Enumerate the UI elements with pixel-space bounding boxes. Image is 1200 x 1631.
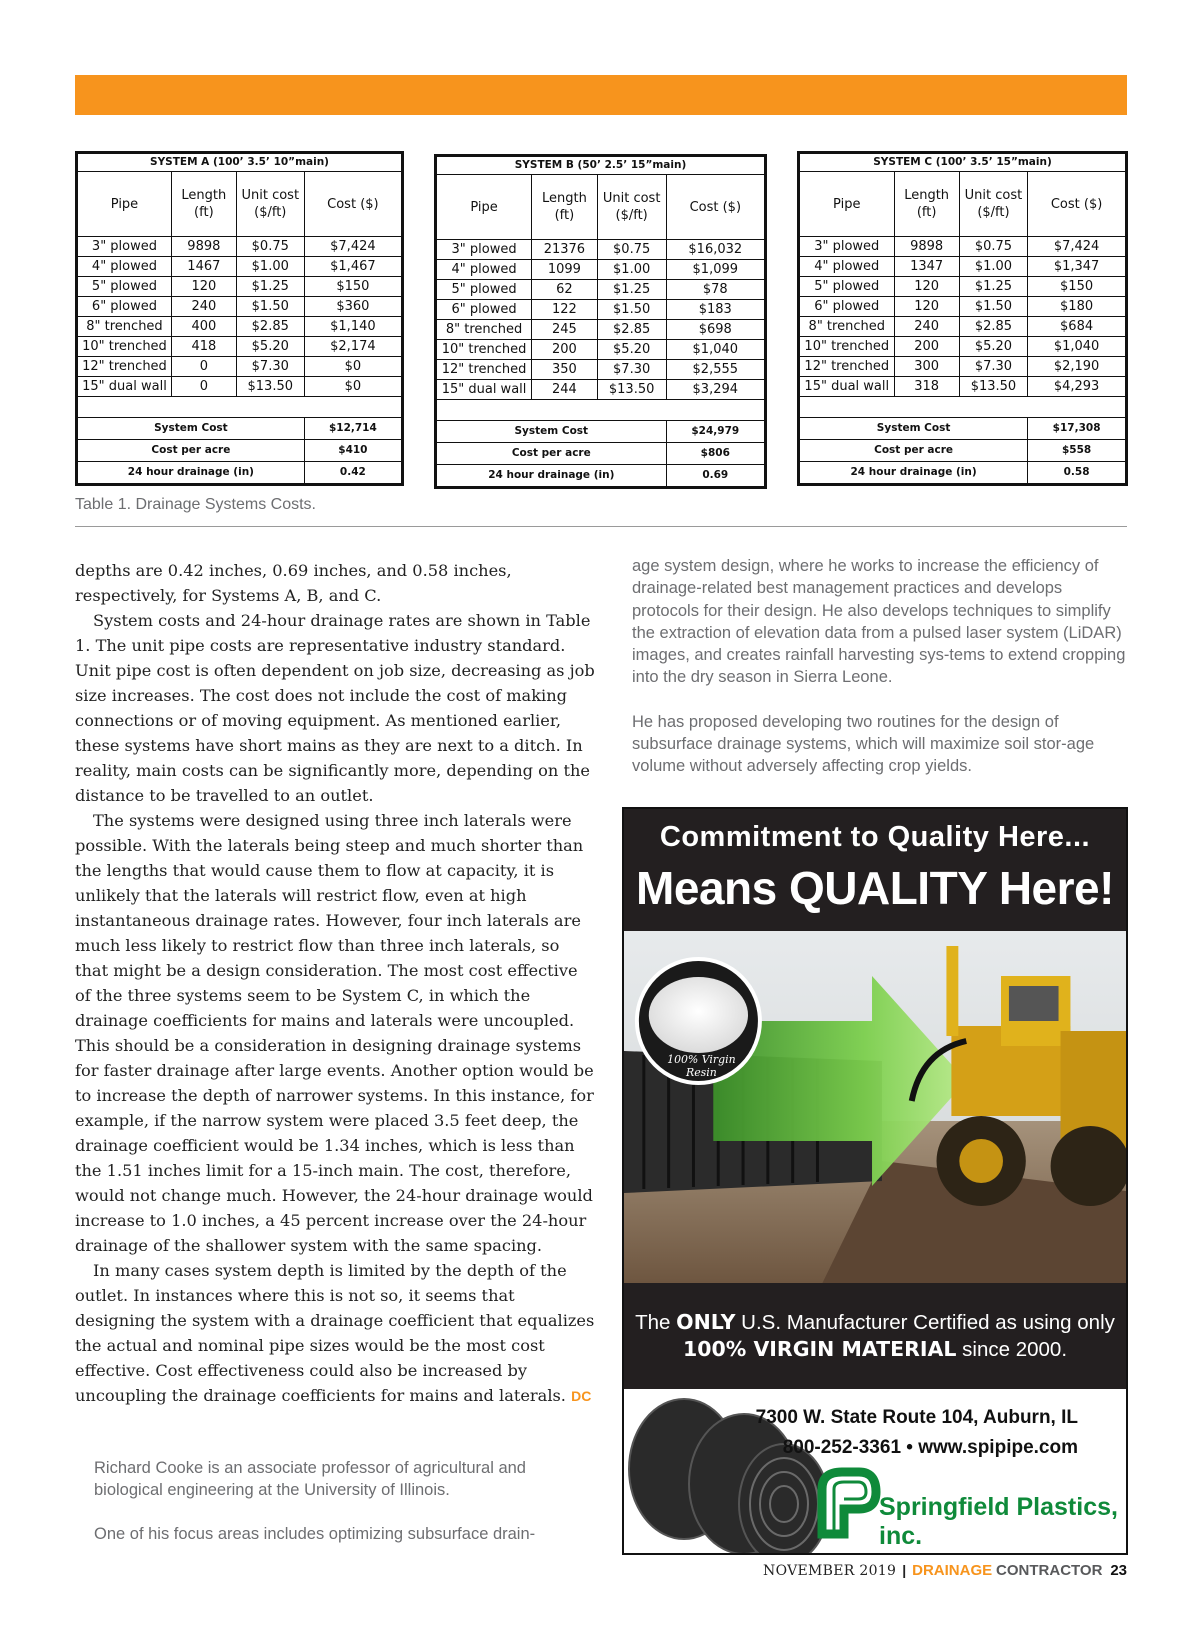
cell-unit: $7.30 xyxy=(236,357,304,377)
cell-unit: $13.50 xyxy=(959,377,1027,397)
table-row xyxy=(437,320,765,340)
cost-table xyxy=(77,153,402,484)
cell-cost: $1,347 xyxy=(1028,257,1126,277)
ad-tagline xyxy=(624,1309,1126,1363)
table-spacer-row xyxy=(78,397,402,418)
cell-length: 200 xyxy=(532,340,598,360)
table-row xyxy=(800,357,1126,377)
cell-length: 120 xyxy=(894,277,959,297)
cell-unit: $1.25 xyxy=(236,277,304,297)
summary-label: Cost per acre xyxy=(437,443,667,465)
table-row xyxy=(78,277,402,297)
summary-row xyxy=(437,465,765,487)
cell-pipe: 10" trenched xyxy=(78,337,172,357)
section-divider xyxy=(75,526,1127,527)
cell-length: 0 xyxy=(171,377,236,397)
article-right-column xyxy=(632,555,1127,800)
col-header-cost: Cost ($) xyxy=(666,175,764,240)
article-paragraph: The systems were designed using three inch laterals were possible. With the laterals being steep and much shorter than the lengths that would cause them to flow at capacity, it is unlikely that the laterals will restrict flow, even at high instantaneous drainage rates. However, four inch laterals are much less likely to restrict flow than three inch laterals, so that might be a design consideration. The most cost effective of the three systems seem to be System C, in which the drainage coefficients for mains and laterals were uncoupled. This should be a consideration in designing drainage systems for faster drainage after large events. Another option would be to increase the depth of narrower systems. In this instance, for example, if the narrow system were placed 3.5 feet deep, the drainage coefficient would be 1.34 inches, which is less than the 1.51 inches limit for a 15-inch main. The cost, therefore, would not change much. However, the 24-hour drainage would increase to 1.0 inches, a 45 percent increase over the 24-hour drainage of the shallower system with the same spacing. xyxy=(75,811,594,1255)
summary-row xyxy=(800,440,1126,462)
cell-length: 62 xyxy=(532,280,598,300)
cell-pipe: 15" dual wall xyxy=(437,380,532,400)
cost-table xyxy=(799,153,1126,484)
cell-cost: $3,294 xyxy=(666,380,764,400)
cell-length: 0 xyxy=(171,357,236,377)
cell-pipe: 8" trenched xyxy=(800,317,895,337)
cell-pipe: 12" trenched xyxy=(78,357,172,377)
summary-label: 24 hour drainage (in) xyxy=(800,462,1028,484)
summary-label: System Cost xyxy=(78,418,305,440)
spacer-cell xyxy=(437,400,765,421)
cell-length: 245 xyxy=(532,320,598,340)
cell-length: 122 xyxy=(532,300,598,320)
table-spacer-row xyxy=(800,397,1126,418)
end-mark: DC xyxy=(571,1388,592,1404)
table-spacer-row xyxy=(437,400,765,421)
cell-unit: $13.50 xyxy=(597,380,666,400)
tag-virgin: 100% VIRGIN MATERIAL xyxy=(682,1337,957,1361)
summary-label: System Cost xyxy=(800,418,1028,440)
table-row xyxy=(437,260,765,280)
col-header-length: Length (ft) xyxy=(532,175,598,240)
cell-pipe: 6" plowed xyxy=(437,300,532,320)
cell-cost: $360 xyxy=(304,297,401,317)
summary-value: $558 xyxy=(1028,440,1126,462)
tag-post: since 2000. xyxy=(956,1338,1068,1361)
summary-row xyxy=(800,462,1126,484)
cell-length: 418 xyxy=(171,337,236,357)
cell-unit: $2.85 xyxy=(236,317,304,337)
cell-unit: $13.50 xyxy=(236,377,304,397)
cell-unit: $2.85 xyxy=(959,317,1027,337)
cell-cost: $16,032 xyxy=(666,240,764,260)
cell-unit: $1.50 xyxy=(236,297,304,317)
table-title-row xyxy=(437,157,765,175)
cell-pipe: 5" plowed xyxy=(800,277,895,297)
summary-label: 24 hour drainage (in) xyxy=(437,465,667,487)
article-paragraph-text: In many cases system depth is limited by the depth of the outlet. In instances where this is not so, it seems that designing the system with a drainage coefficient that equalizes the actual and nominal pipe sizes would be the most cost effective. Cost effectiveness could also be increased by uncoupling the drainage coefficients for mains and laterals. xyxy=(75,1261,595,1405)
cell-length: 350 xyxy=(532,360,598,380)
cell-unit: $1.50 xyxy=(959,297,1027,317)
cell-pipe: 12" trenched xyxy=(800,357,895,377)
table-row xyxy=(800,317,1126,337)
summary-row xyxy=(800,418,1126,440)
col-header-cost: Cost ($) xyxy=(1028,172,1126,237)
spacer-cell xyxy=(78,397,402,418)
cell-pipe: 3" plowed xyxy=(800,237,895,257)
summary-value: 0.58 xyxy=(1028,462,1126,484)
cell-cost: $180 xyxy=(1028,297,1126,317)
cell-pipe: 15" dual wall xyxy=(78,377,172,397)
tag-mid: U.S. Manufacturer Certified as using only xyxy=(735,1311,1115,1334)
cell-cost: $1,040 xyxy=(1028,337,1126,357)
ad-brand-name: Springfield Plastics, inc. xyxy=(879,1493,1118,1550)
cell-pipe: 6" plowed xyxy=(800,297,895,317)
table-row xyxy=(437,340,765,360)
cell-unit: $2.85 xyxy=(597,320,666,340)
table-title-row xyxy=(800,154,1126,172)
cell-pipe: 5" plowed xyxy=(78,277,172,297)
article-paragraph xyxy=(75,1258,595,1409)
ad-contact-panel xyxy=(624,1389,1126,1555)
cell-length: 120 xyxy=(171,277,236,297)
cell-length: 1467 xyxy=(171,257,236,277)
table-row xyxy=(800,277,1126,297)
cell-cost: $2,174 xyxy=(304,337,401,357)
cell-cost: $183 xyxy=(666,300,764,320)
author-bio-continued: One of his focus areas includes optimizing subsurface drain- xyxy=(94,1525,536,1543)
springfield-logo-icon xyxy=(814,1464,884,1539)
table-row xyxy=(800,237,1126,257)
summary-label: Cost per acre xyxy=(78,440,305,462)
summary-label: System Cost xyxy=(437,421,667,443)
ad-headline xyxy=(624,809,1126,929)
tag-pre: The xyxy=(635,1311,677,1334)
cell-unit: $7.30 xyxy=(959,357,1027,377)
cell-pipe: 4" plowed xyxy=(800,257,895,277)
col-header-cost: Cost ($) xyxy=(304,172,401,237)
issue-date: NOVEMBER 2019 xyxy=(763,1563,897,1579)
ad-address-block xyxy=(756,1403,1078,1463)
system-b-table xyxy=(434,154,767,489)
cell-pipe: 4" plowed xyxy=(437,260,532,280)
table-row xyxy=(78,317,402,337)
table-row xyxy=(78,357,402,377)
cell-pipe: 12" trenched xyxy=(437,360,532,380)
col-header-pipe: Pipe xyxy=(78,172,172,237)
col-header-length: Length (ft) xyxy=(894,172,959,237)
cell-length: 240 xyxy=(171,297,236,317)
resin-label-line-1: 100% Virgin xyxy=(667,1052,736,1067)
resin-label-line-2: Resin xyxy=(686,1065,717,1080)
table-row xyxy=(800,297,1126,317)
cell-pipe: 5" plowed xyxy=(437,280,532,300)
cell-unit: $1.25 xyxy=(597,280,666,300)
table-row xyxy=(800,257,1126,277)
ad-headline-line-1: Commitment to Quality Here... xyxy=(659,821,1091,853)
cost-table xyxy=(436,156,765,487)
cell-pipe: 6" plowed xyxy=(78,297,172,317)
cell-unit: $1.25 xyxy=(959,277,1027,297)
springfield-plastics-ad[interactable] xyxy=(622,807,1128,1555)
table-row xyxy=(78,297,402,317)
cell-unit: $1.00 xyxy=(236,257,304,277)
table-row xyxy=(437,240,765,260)
col-header-unit-cost: Unit cost ($/ft) xyxy=(597,175,666,240)
ad-address: 7300 W. State Route 104, Auburn, IL xyxy=(755,1407,1078,1428)
col-header-unit-cost: Unit cost ($/ft) xyxy=(959,172,1027,237)
cell-length: 318 xyxy=(894,377,959,397)
cell-cost: $1,099 xyxy=(666,260,764,280)
cell-unit: $5.20 xyxy=(236,337,304,357)
cell-pipe: 3" plowed xyxy=(437,240,532,260)
table-row xyxy=(437,300,765,320)
cell-cost: $78 xyxy=(666,280,764,300)
summary-value: $806 xyxy=(666,443,764,465)
article-left-column xyxy=(75,558,595,1409)
summary-row xyxy=(437,443,765,465)
ad-contact[interactable]: 800-252-3361 • www.spipipe.com xyxy=(782,1437,1078,1458)
table-title: SYSTEM C (100’ 3.5’ 15”main) xyxy=(800,154,1126,172)
table-row xyxy=(78,237,402,257)
cell-length: 1347 xyxy=(894,257,959,277)
col-header-length: Length (ft) xyxy=(171,172,236,237)
cell-pipe: 8" trenched xyxy=(78,317,172,337)
cell-unit: $5.20 xyxy=(959,337,1027,357)
spacer-cell xyxy=(800,397,1126,418)
system-a-table xyxy=(75,151,404,486)
cell-cost: $0 xyxy=(304,377,401,397)
cell-unit: $0.75 xyxy=(959,237,1027,257)
cell-pipe: 3" plowed xyxy=(78,237,172,257)
table-row xyxy=(78,377,402,397)
author-bio: Richard Cooke is an associate professor of agricultural and biological engineering at the University of Illinois. xyxy=(94,1459,526,1499)
table-header-row xyxy=(800,172,1126,237)
cell-pipe: 4" plowed xyxy=(78,257,172,277)
page-number: 23 xyxy=(1110,1562,1127,1579)
summary-value: $17,308 xyxy=(1028,418,1126,440)
cell-length: 9898 xyxy=(171,237,236,257)
summary-row xyxy=(78,440,402,462)
cell-unit: $1.00 xyxy=(597,260,666,280)
magazine-name-part-1: DRAINAGE xyxy=(912,1562,993,1579)
cell-length: 200 xyxy=(894,337,959,357)
ad-headline-line-2: Means QUALITY Here! xyxy=(636,862,1114,914)
summary-label: 24 hour drainage (in) xyxy=(78,462,305,484)
table-title: SYSTEM B (50’ 2.5’ 15”main) xyxy=(437,157,765,175)
cell-unit: $1.00 xyxy=(959,257,1027,277)
table-title: SYSTEM A (100’ 3.5’ 10”main) xyxy=(78,154,402,172)
cell-length: 9898 xyxy=(894,237,959,257)
trencher-photo xyxy=(624,931,1126,1283)
cell-pipe: 10" trenched xyxy=(800,337,895,357)
cell-pipe: 8" trenched xyxy=(437,320,532,340)
summary-label: Cost per acre xyxy=(800,440,1028,462)
cell-cost: $1,467 xyxy=(304,257,401,277)
article-paragraph: System costs and 24-hour drainage rates are shown in Table 1. The unit pipe costs are representative industry standard. Unit pipe cost is often dependent on job size, decreasing as job size increases. The cost does not include the cost of making connections or of moving equipment. As mentioned earlier, these systems have short mains as they are next to a ditch. In reality, main costs can be significantly more, depending on the distance to be travelled to an outlet. xyxy=(75,611,595,805)
col-header-pipe: Pipe xyxy=(437,175,532,240)
page-footer xyxy=(763,1562,1127,1579)
table-row xyxy=(78,337,402,357)
article-paragraph: depths are 0.42 inches, 0.69 inches, and 0.58 inches, respectively, for Systems A, B, and C. xyxy=(75,561,512,605)
cell-cost: $684 xyxy=(1028,317,1126,337)
cell-cost: $150 xyxy=(1028,277,1126,297)
cell-unit: $0.75 xyxy=(597,240,666,260)
summary-value: $12,714 xyxy=(304,418,401,440)
cell-length: 400 xyxy=(171,317,236,337)
summary-row xyxy=(78,462,402,484)
cell-unit: $5.20 xyxy=(597,340,666,360)
summary-value: 0.42 xyxy=(304,462,401,484)
table-header-row xyxy=(437,175,765,240)
col-header-pipe: Pipe xyxy=(800,172,895,237)
cell-length: 1099 xyxy=(532,260,598,280)
cell-unit: $1.50 xyxy=(597,300,666,320)
cell-cost: $4,293 xyxy=(1028,377,1126,397)
cell-cost: $1,140 xyxy=(304,317,401,337)
table-row xyxy=(437,360,765,380)
cell-cost: $2,555 xyxy=(666,360,764,380)
summary-row xyxy=(437,421,765,443)
table-header-row xyxy=(78,172,402,237)
table-caption: Table 1. Drainage Systems Costs. xyxy=(75,496,316,513)
table-title-row xyxy=(78,154,402,172)
cell-cost: $7,424 xyxy=(1028,237,1126,257)
footer-separator: | xyxy=(902,1562,907,1578)
table-row xyxy=(800,377,1126,397)
system-c-table xyxy=(797,151,1128,486)
cell-cost: $0 xyxy=(304,357,401,377)
cell-cost: $698 xyxy=(666,320,764,340)
col-header-unit-cost: Unit cost ($/ft) xyxy=(236,172,304,237)
summary-row xyxy=(78,418,402,440)
cell-pipe: 15" dual wall xyxy=(800,377,895,397)
summary-value: $410 xyxy=(304,440,401,462)
cell-pipe: 10" trenched xyxy=(437,340,532,360)
table-row xyxy=(800,337,1126,357)
table-row xyxy=(78,257,402,277)
cell-unit: $0.75 xyxy=(236,237,304,257)
table-row xyxy=(437,280,765,300)
cell-length: 244 xyxy=(532,380,598,400)
cell-cost: $7,424 xyxy=(304,237,401,257)
cell-length: 120 xyxy=(894,297,959,317)
cell-length: 240 xyxy=(894,317,959,337)
bio-paragraph: He has proposed developing two routines for the design of subsurface drainage systems, which will maximize soil stor-age volume without adversely affecting crop yields. xyxy=(632,712,1095,776)
magazine-name-part-2: CONTRACTOR xyxy=(996,1562,1103,1579)
cell-cost: $2,190 xyxy=(1028,357,1126,377)
bio-paragraph: age system design, where he works to increase the efficiency of drainage-related best management practices and develops protocols for their design. He also develops techniques to simplify the extraction of elevation data from a pulsed laser system (LiDAR) images, and creates rainfall harvesting sys-tems to extend cropping into the dry season in Sierra Leone. xyxy=(632,557,1126,687)
cell-cost: $1,040 xyxy=(666,340,764,360)
table-row xyxy=(437,380,765,400)
tag-only: ONLY xyxy=(676,1310,736,1334)
summary-value: 0.69 xyxy=(666,465,764,487)
cell-unit: $7.30 xyxy=(597,360,666,380)
header-accent-bar xyxy=(75,75,1127,115)
cell-cost: $150 xyxy=(304,277,401,297)
cell-length: 21376 xyxy=(532,240,598,260)
cell-length: 300 xyxy=(894,357,959,377)
summary-value: $24,979 xyxy=(666,421,764,443)
